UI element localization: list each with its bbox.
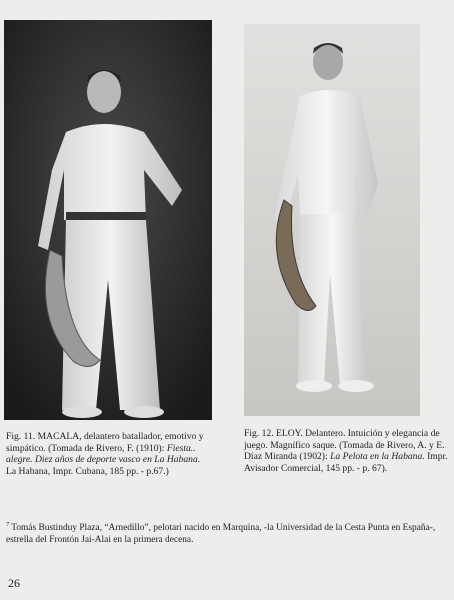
photo-macala	[4, 20, 212, 420]
photo-eloy	[244, 24, 420, 416]
figure-12-caption-title: La Pelota en la Habana	[330, 451, 423, 463]
photo-macala-drawing	[4, 20, 212, 420]
page-number: 26	[8, 576, 20, 590]
footnote-marker: 7	[6, 521, 10, 528]
figure-11-caption-title: Fiesta.. alegre. Diez años de deporte vasco en La Habana	[6, 442, 198, 466]
figure-12-caption-tail: . Impr. Avisador Comercial, 145 pp. - p. 67).	[244, 451, 448, 474]
figure-12-caption-lead: Fig. 12. ELOY. Delantero. Intuición y elegancia de juego. Magnífico saque. (Tomada de Rivero, A. y E. Díaz Miranda (1902):	[244, 428, 445, 463]
footnote	[6, 519, 446, 547]
photo-eloy-drawing	[244, 24, 420, 416]
footnote-text: Tomás Bustinduy Plaza, “Arnedillo”, pelotari nacido en Marquina, -la Universidad de la Cesta Punta en España-, estrella del Frontón Jai-Alai en la primera decena.	[6, 523, 436, 546]
figure-12-caption	[244, 428, 448, 474]
figure-11-caption-lead: Fig. 11. MACALA, delantero batallador, emotivo y simpático. (Tomada de Rivero, F. (1910):	[6, 431, 204, 454]
figure-11-caption	[6, 431, 212, 477]
figure-11-caption-tail: . La Habana, Impr. Cubana, 185 pp. - p.67.)	[6, 454, 201, 477]
